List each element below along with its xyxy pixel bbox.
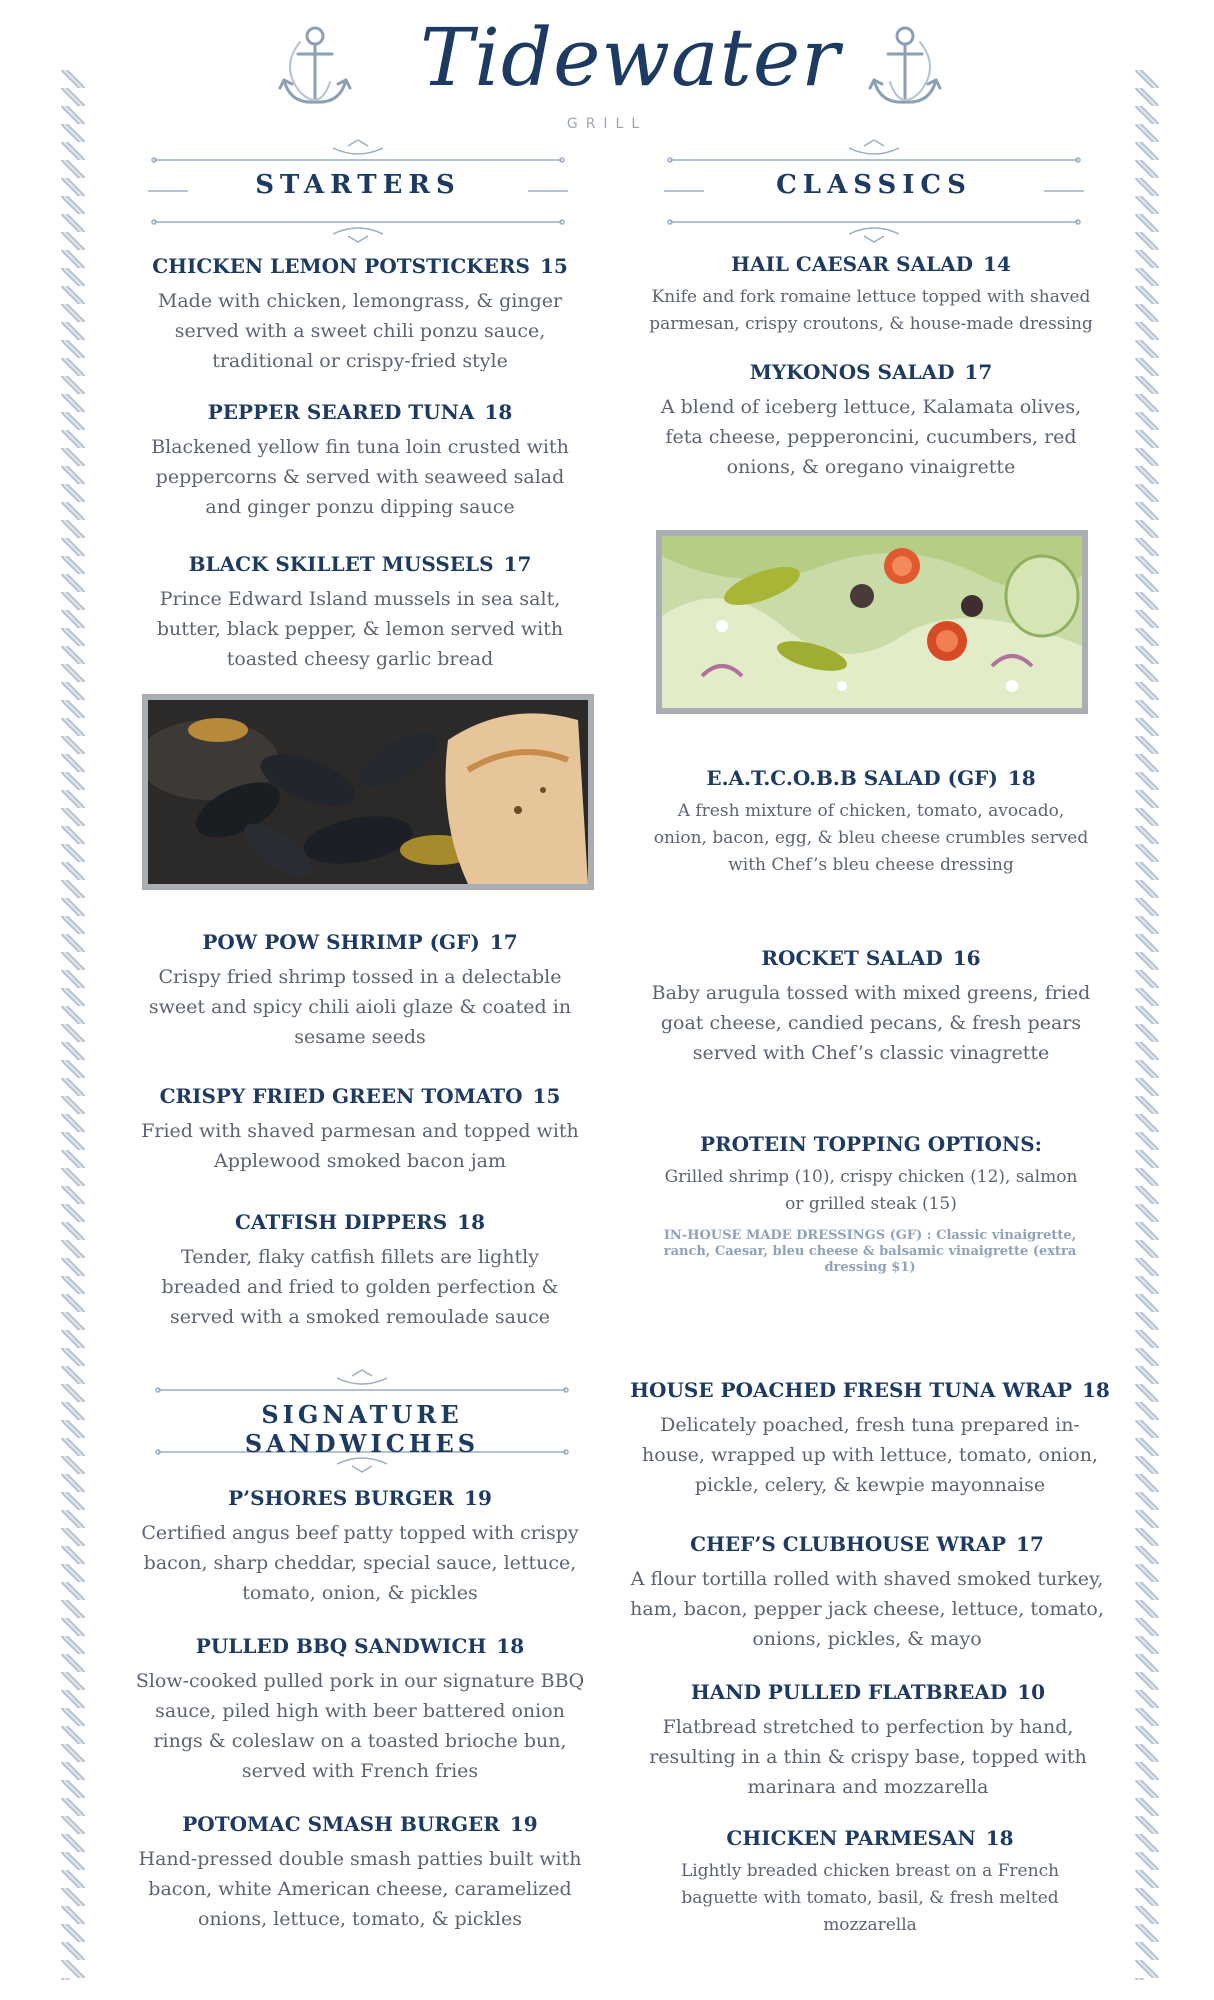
mussels-photo — [142, 694, 594, 890]
menu-item — [140, 1484, 580, 1608]
item-description: Tender, flaky catfish fillets are lightly breaded and fried to golden perfection & served with a smoked remoulade sauce — [161, 1246, 559, 1328]
item-price: 14 — [983, 252, 1011, 276]
menu-item — [636, 250, 1106, 338]
item-name: POW POW SHRIMP (GF) 17 — [202, 930, 518, 954]
item-description: Slow-cooked pulled pork in our signature BBQ sauce, piled high with beer battered onion rings & coleslaw on a toasted brioche bun, served with French fries — [135, 1670, 585, 1782]
item-description: Blackened yellow fin tuna loin crusted with peppercorns & served with seaweed salad and ginger ponzu dipping sauce — [151, 436, 569, 518]
item-price: 15 — [532, 1084, 561, 1108]
menu-item — [130, 1632, 590, 1786]
item-name: CHICKEN PARMESAN 18 — [726, 1826, 1014, 1850]
menu-item — [622, 1530, 1112, 1654]
item-description: Lightly breaded chicken breast on a French baguette with tomato, basil, & fresh melted mozzarella — [680, 1861, 1060, 1935]
brand-name: Tidewater — [420, 11, 841, 104]
menu-item — [140, 550, 580, 674]
item-name: E.A.T.C.O.B.B SALAD (GF) 18 — [706, 766, 1036, 790]
item-price: 17 — [964, 360, 993, 384]
anchor-icon — [860, 22, 950, 112]
menu-item — [140, 252, 580, 376]
item-description: A blend of iceberg lettuce, Kalamata olives, feta cheese, pepperoncini, cucumbers, red onions, & oregano vinaigrette — [660, 396, 1082, 478]
item-description: Certified angus beef patty topped with crispy bacon, sharp cheddar, special sauce, lettuce, tomato, onion, & pickles — [141, 1522, 579, 1604]
section-header-sandwiches — [152, 1366, 572, 1476]
item-name: CATFISH DIPPERS 18 — [234, 1210, 485, 1234]
item-price: 17 — [489, 930, 518, 954]
item-name: HOUSE POACHED FRESH TUNA WRAP 18 — [630, 1378, 1110, 1402]
section-header-classics — [664, 136, 1084, 246]
menu-item — [140, 1082, 580, 1176]
item-description: Knife and fork romaine lettuce topped with shaved parmesan, crispy croutons, & house-made dressing — [649, 287, 1093, 334]
item-description: Made with chicken, lemongrass, & ginger served with a sweet chili ponzu sauce, traditional or crispy-fried style — [157, 290, 563, 372]
item-name: CRISPY FRIED GREEN TOMATO 15 — [159, 1084, 561, 1108]
item-name: P’SHORES BURGER 19 — [228, 1486, 492, 1510]
item-description: Hand-pressed double smash patties built with bacon, white American cheese, caramelized onions, lettuce, tomato, & pickles — [138, 1848, 582, 1930]
rope-border-right — [1134, 70, 1160, 1980]
item-price: 19 — [464, 1486, 492, 1510]
menu-item — [140, 398, 580, 522]
item-price: 17 — [503, 552, 532, 576]
menu-item — [646, 358, 1096, 482]
item-name: POTOMAC SMASH BURGER 19 — [182, 1812, 538, 1836]
salad-photo — [656, 530, 1088, 714]
item-description: Prince Edward Island mussels in sea salt, butter, black pepper, & lemon served with toasted cheesy garlic bread — [156, 588, 564, 670]
dressing-note: IN-HOUSE MADE DRESSINGS (GF) : Classic vinaigrette, ranch, Caesar, bleu cheese & balsamic vinaigrette (extra dressing $1) — [663, 1228, 1077, 1275]
section-header-starters — [148, 136, 568, 246]
item-description: Baby arugula tossed with mixed greens, fried goat cheese, candied pecans, & fresh pears served with Chef’s classic vinagrette — [651, 982, 1091, 1064]
item-price: 18 — [496, 1634, 525, 1658]
item-price: 19 — [509, 1812, 538, 1836]
item-price: 18 — [1007, 766, 1036, 790]
menu-item — [660, 1824, 1080, 1939]
menu-item — [650, 944, 1092, 1068]
item-name: HAIL CAESAR SALAD 14 — [731, 252, 1011, 276]
item-description: Grilled shrimp (10), crispy chicken (12), salmon or grilled steak (15) — [664, 1167, 1078, 1214]
item-price: 16 — [952, 946, 981, 970]
item-description: Delicately poached, fresh tuna prepared in-house, wrapped up with lettuce, tomato, onion, pickle, celery, & kewpie mayonnaise — [642, 1414, 1098, 1496]
item-name: PROTEIN TOPPING OPTIONS: — [699, 1132, 1043, 1156]
item-description: A fresh mixture of chicken, tomato, avocado, onion, bacon, egg, & bleu cheese crumbles served with Chef’s bleu cheese dressing — [653, 801, 1089, 875]
item-name: PULLED BBQ SANDWICH 18 — [195, 1634, 525, 1658]
menu-item — [630, 1376, 1110, 1500]
section-title: SIGNATURE SANDWICHES — [244, 1400, 480, 1458]
item-description: A flour tortilla rolled with shaved smoked turkey, ham, bacon, pepper jack cheese, lettuce, tomato, onions, pickles, & mayo — [630, 1568, 1104, 1650]
item-price: 18 — [1082, 1378, 1110, 1402]
rope-border-left — [60, 70, 86, 1980]
section-title: CLASSICS — [776, 170, 972, 200]
menu-header — [0, 0, 1214, 150]
menu-item — [140, 928, 580, 1052]
item-name: HAND PULLED FLATBREAD 10 — [690, 1680, 1046, 1704]
item-price: 18 — [985, 1826, 1014, 1850]
item-price: 18 — [457, 1210, 485, 1234]
item-price: 15 — [539, 254, 568, 278]
item-description: Crispy fried shrimp tossed in a delectable sweet and spicy chili aioli glaze & coated in sesame seeds — [148, 966, 572, 1048]
item-price: 18 — [484, 400, 513, 424]
item-description: Fried with shaved parmesan and topped with Applewood smoked bacon jam — [141, 1120, 579, 1172]
item-name: PEPPER SEARED TUNA 18 — [207, 400, 513, 424]
item-name: MYKONOS SALAD 17 — [749, 360, 993, 384]
menu-item — [650, 764, 1092, 879]
item-name: CHEF’S CLUBHOUSE WRAP 17 — [690, 1532, 1044, 1556]
menu-item — [130, 1810, 590, 1934]
item-price: 10 — [1017, 1680, 1046, 1704]
menu-item — [636, 1678, 1100, 1802]
item-name: ROCKET SALAD 16 — [761, 946, 981, 970]
item-name: CHICKEN LEMON POTSTICKERS 15 — [152, 254, 568, 278]
brand-subtitle: GRILL — [566, 116, 648, 132]
menu-item — [140, 1208, 580, 1332]
section-title: STARTERS — [255, 170, 461, 200]
menu-item — [660, 1130, 1082, 1218]
anchor-icon — [270, 22, 360, 112]
item-price: 17 — [1016, 1532, 1044, 1556]
item-name: BLACK SKILLET MUSSELS 17 — [188, 552, 532, 576]
item-description: Flatbread stretched to perfection by hand, resulting in a thin & crispy base, topped with marinara and mozzarella — [649, 1716, 1087, 1798]
